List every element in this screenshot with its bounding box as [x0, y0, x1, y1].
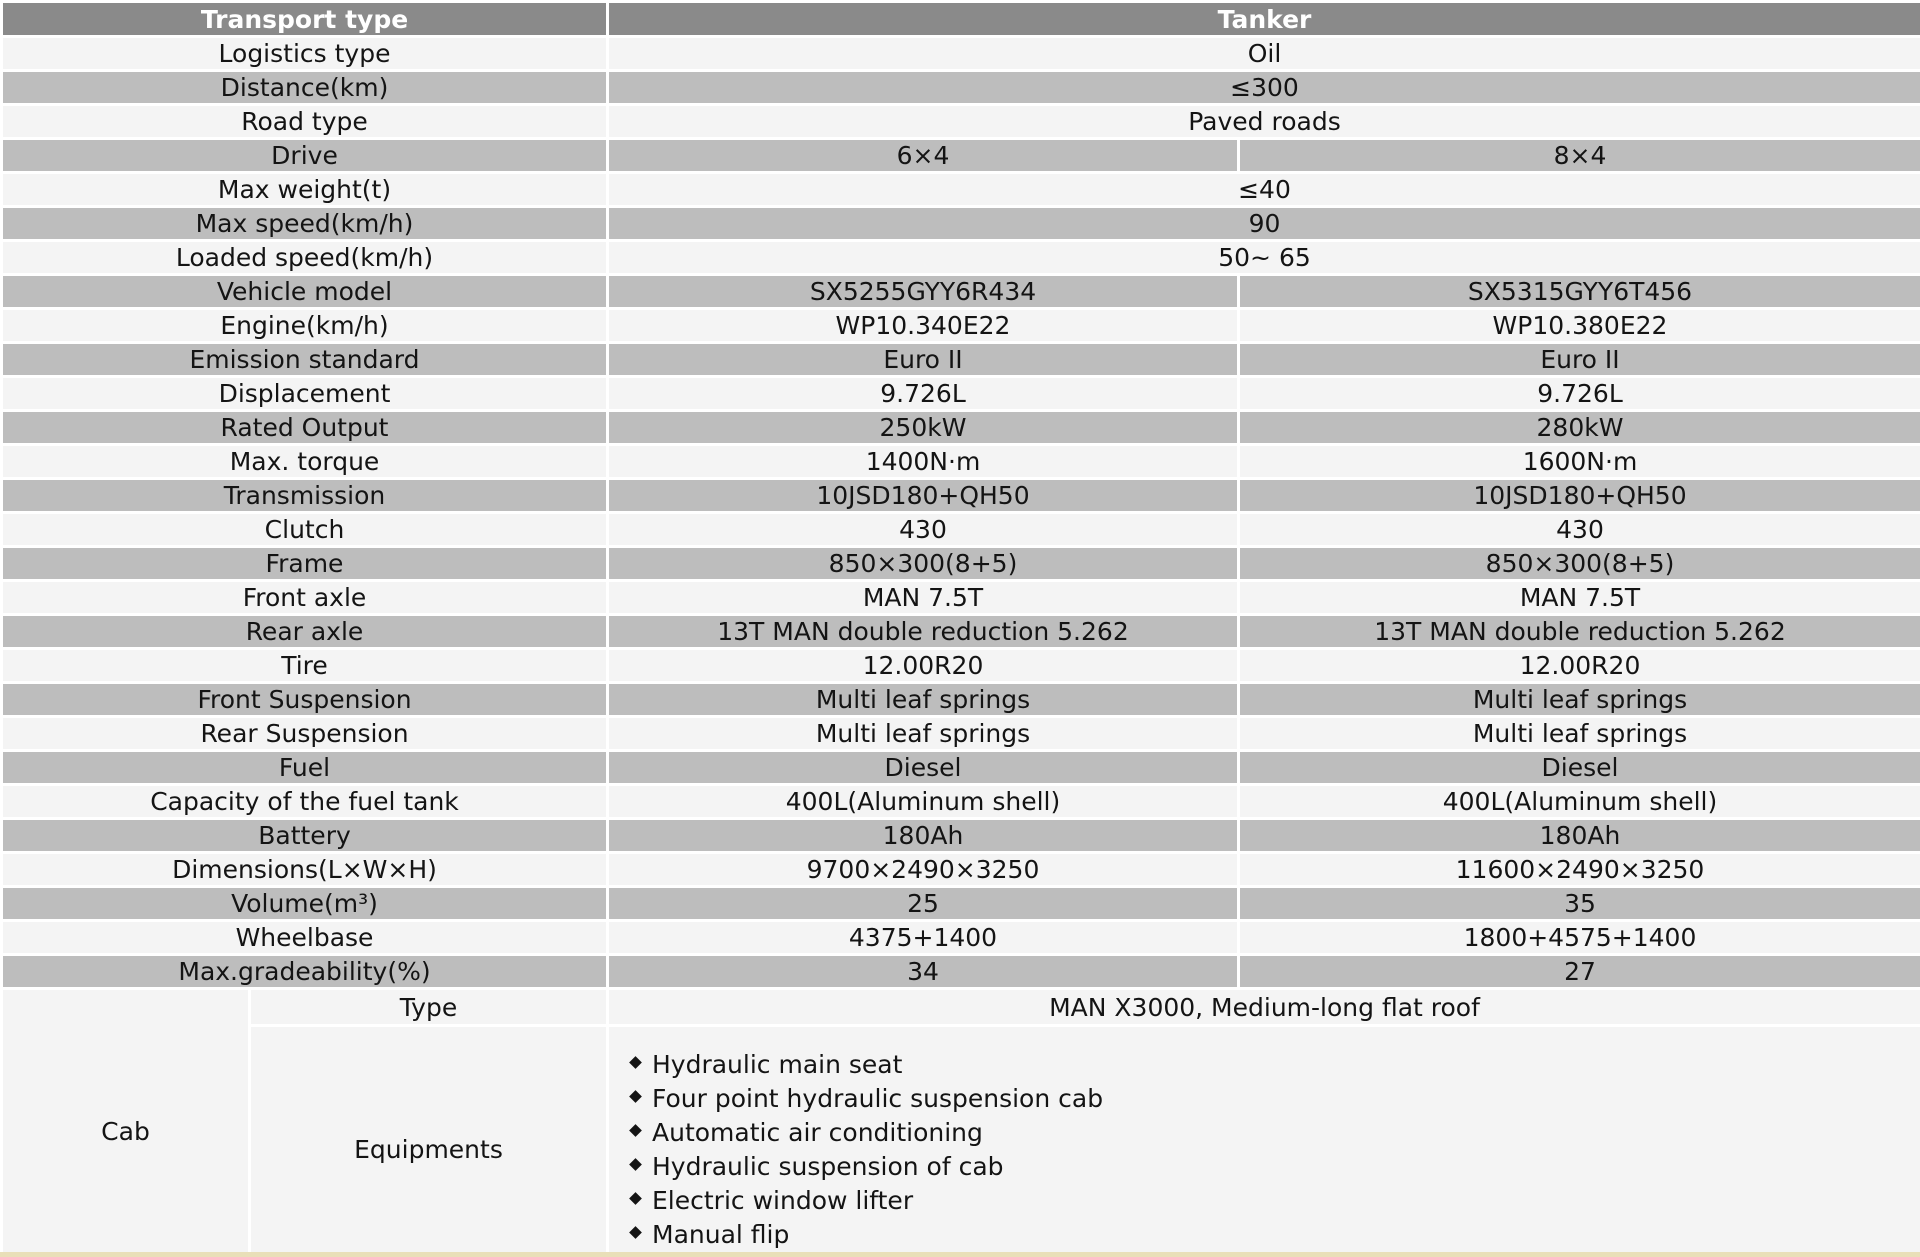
- header-row: [2, 2, 1920, 37]
- cab-type-label: Type: [250, 989, 608, 1026]
- row-label: Dimensions(L×W×H): [2, 853, 608, 887]
- table-row: [2, 309, 1920, 343]
- row-label: Max.gradeability(%): [2, 955, 608, 989]
- row-label: Battery: [2, 819, 608, 853]
- equipment-text: Hydraulic suspension of cab: [652, 1151, 1004, 1181]
- row-value-col1: 25: [608, 887, 1239, 921]
- equipment-text: Electric window lifter: [652, 1185, 914, 1215]
- list-item: [631, 1184, 1916, 1218]
- diamond-bullet-icon: [629, 1158, 642, 1171]
- row-value-col2: Euro II: [1239, 343, 1920, 377]
- row-value: 90: [608, 207, 1920, 241]
- cab-type-value: MAN X3000, Medium-long flat roof: [608, 989, 1920, 1026]
- row-value-col1: 9.726L: [608, 377, 1239, 411]
- drive-row: [2, 139, 1920, 173]
- row-value-col2: Multi leaf springs: [1239, 683, 1920, 717]
- row-label: Rated Output: [2, 411, 608, 445]
- header-label: Transport type: [2, 2, 608, 37]
- row-value-col2: 1800+4575+1400: [1239, 921, 1920, 955]
- table-row: [2, 241, 1920, 275]
- row-value-col1: 180Ah: [608, 819, 1239, 853]
- row-value-col2: 430: [1239, 513, 1920, 547]
- row-value-col2: 1600N·m: [1239, 445, 1920, 479]
- table-row: [2, 683, 1920, 717]
- table-row: [2, 445, 1920, 479]
- row-value-col1: 4375+1400: [608, 921, 1239, 955]
- row-label: Logistics type: [2, 37, 608, 71]
- table-row: [2, 343, 1920, 377]
- row-value-col2: 13T MAN double reduction 5.262: [1239, 615, 1920, 649]
- diamond-bullet-icon: [629, 1056, 642, 1069]
- row-value-col1: Multi leaf springs: [608, 683, 1239, 717]
- row-label: Loaded speed(km/h): [2, 241, 608, 275]
- cab-type-row: [2, 989, 1920, 1026]
- table-row: [2, 785, 1920, 819]
- row-label: Capacity of the fuel tank: [2, 785, 608, 819]
- row-value-col1: Diesel: [608, 751, 1239, 785]
- row-value-col1: WP10.340E22: [608, 309, 1239, 343]
- row-value-col1: 10JSD180+QH50: [608, 479, 1239, 513]
- list-item: [631, 1116, 1916, 1150]
- table-row: [2, 921, 1920, 955]
- equipment-list: [631, 1048, 1916, 1252]
- row-value-col2: WP10.380E22: [1239, 309, 1920, 343]
- row-value-col2: 180Ah: [1239, 819, 1920, 853]
- row-label: Emission standard: [2, 343, 608, 377]
- diamond-bullet-icon: [629, 1192, 642, 1205]
- row-label: Max. torque: [2, 445, 608, 479]
- row-value-col2: 12.00R20: [1239, 649, 1920, 683]
- row-value-col2: 9.726L: [1239, 377, 1920, 411]
- row-value: ≤300: [608, 71, 1920, 105]
- row-value-col1: 9700×2490×3250: [608, 853, 1239, 887]
- row-label: Front Suspension: [2, 683, 608, 717]
- equipment-text: Four point hydraulic suspension cab: [652, 1083, 1104, 1113]
- table-row: [2, 853, 1920, 887]
- row-label: Transmission: [2, 479, 608, 513]
- row-label: Clutch: [2, 513, 608, 547]
- table-row: [2, 207, 1920, 241]
- row-label: Max weight(t): [2, 173, 608, 207]
- row-value-col2: 400L(Aluminum shell): [1239, 785, 1920, 819]
- row-label: Drive: [2, 139, 608, 173]
- row-value-col1: 430: [608, 513, 1239, 547]
- table-row: [2, 581, 1920, 615]
- row-value-col2: 8×4: [1239, 139, 1920, 173]
- list-item: [631, 1218, 1916, 1252]
- row-value-col1: 400L(Aluminum shell): [608, 785, 1239, 819]
- row-label: Front axle: [2, 581, 608, 615]
- table-row: [2, 275, 1920, 309]
- cab-equipments-row: [2, 1026, 1920, 1257]
- row-value: Paved roads: [608, 105, 1920, 139]
- row-value-col1: 250kW: [608, 411, 1239, 445]
- row-label: Engine(km/h): [2, 309, 608, 343]
- row-value: ≤40: [608, 173, 1920, 207]
- table-row: [2, 513, 1920, 547]
- row-value-col2: 10JSD180+QH50: [1239, 479, 1920, 513]
- row-value-col2: 35: [1239, 887, 1920, 921]
- row-value: 50~ 65: [608, 241, 1920, 275]
- row-label: Volume(m³): [2, 887, 608, 921]
- row-value-col1: 12.00R20: [608, 649, 1239, 683]
- table-row: [2, 105, 1920, 139]
- row-value-col2: SX5315GYY6T456: [1239, 275, 1920, 309]
- cab-equipments-label: Equipments: [250, 1026, 608, 1257]
- row-value: Oil: [608, 37, 1920, 71]
- row-value-col2: MAN 7.5T: [1239, 581, 1920, 615]
- row-value-col2: 11600×2490×3250: [1239, 853, 1920, 887]
- row-value-col1: Multi leaf springs: [608, 717, 1239, 751]
- row-label: Tire: [2, 649, 608, 683]
- row-label: Rear axle: [2, 615, 608, 649]
- table-row: [2, 955, 1920, 989]
- diamond-bullet-icon: [629, 1226, 642, 1239]
- row-value-col2: Multi leaf springs: [1239, 717, 1920, 751]
- row-value-col1: 34: [608, 955, 1239, 989]
- diamond-bullet-icon: [629, 1090, 642, 1103]
- table-row: [2, 173, 1920, 207]
- row-value-col1: Euro II: [608, 343, 1239, 377]
- diamond-bullet-icon: [629, 1124, 642, 1137]
- table-row: [2, 751, 1920, 785]
- row-label: Fuel: [2, 751, 608, 785]
- cab-equipments-list-cell: [608, 1026, 1920, 1257]
- table-row: [2, 37, 1920, 71]
- row-value-col1: 6×4: [608, 139, 1239, 173]
- table-row: [2, 479, 1920, 513]
- row-label: Frame: [2, 547, 608, 581]
- row-value-col1: SX5255GYY6R434: [608, 275, 1239, 309]
- header-value: Tanker: [608, 2, 1920, 37]
- row-label: Distance(km): [2, 71, 608, 105]
- table-row: [2, 649, 1920, 683]
- row-value-col2: 27: [1239, 955, 1920, 989]
- row-label: Displacement: [2, 377, 608, 411]
- table-row: [2, 411, 1920, 445]
- row-label: Max speed(km/h): [2, 207, 608, 241]
- table-row: [2, 887, 1920, 921]
- equipment-text: Manual flip: [652, 1219, 790, 1249]
- row-label: Road type: [2, 105, 608, 139]
- row-value-col2: 280kW: [1239, 411, 1920, 445]
- row-value-col1: 850×300(8+5): [608, 547, 1239, 581]
- row-value-col1: 13T MAN double reduction 5.262: [608, 615, 1239, 649]
- equipment-text: Automatic air conditioning: [652, 1117, 983, 1147]
- row-label: Wheelbase: [2, 921, 608, 955]
- row-label: Vehicle model: [2, 275, 608, 309]
- table-row: [2, 717, 1920, 751]
- equipment-text: Hydraulic main seat: [652, 1049, 903, 1079]
- bottom-accent-bar: [0, 1252, 1920, 1257]
- row-value-col2: 850×300(8+5): [1239, 547, 1920, 581]
- table-row: [2, 377, 1920, 411]
- table-row: [2, 547, 1920, 581]
- list-item: [631, 1048, 1916, 1082]
- row-value-col1: MAN 7.5T: [608, 581, 1239, 615]
- row-value-col2: Diesel: [1239, 751, 1920, 785]
- table-row: [2, 71, 1920, 105]
- row-label: Rear Suspension: [2, 717, 608, 751]
- table-row: [2, 615, 1920, 649]
- table-row: [2, 819, 1920, 853]
- cab-label: Cab: [2, 989, 250, 1257]
- list-item: [631, 1150, 1916, 1184]
- list-item: [631, 1082, 1916, 1116]
- row-value-col1: 1400N·m: [608, 445, 1239, 479]
